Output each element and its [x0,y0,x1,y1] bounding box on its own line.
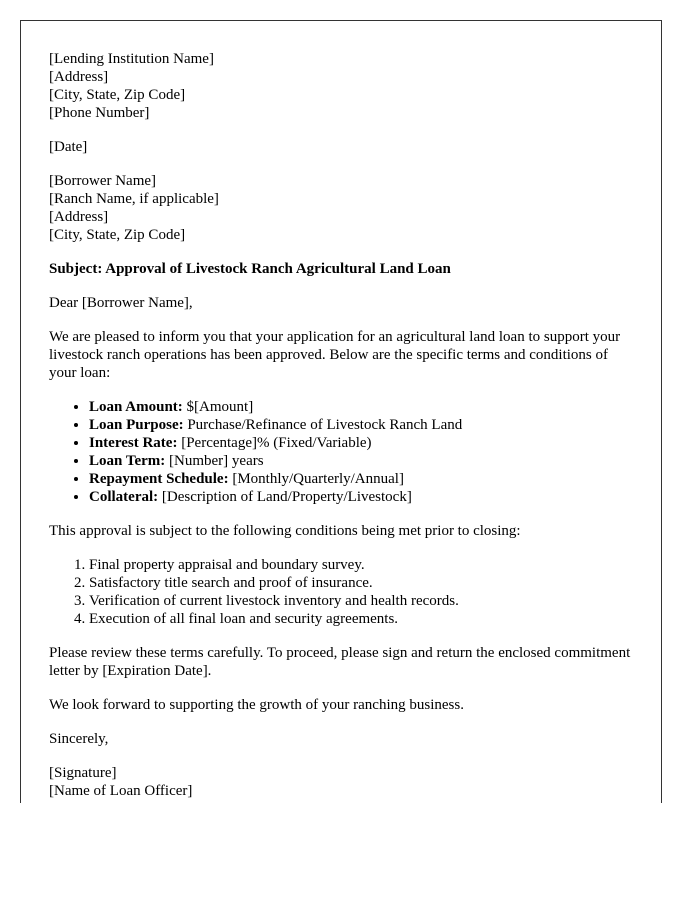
lender-phone: [Phone Number] [49,105,150,121]
sign-off: Sincerely, [49,731,109,747]
closing-note: We look forward to supporting the growth of your ranching business. [49,697,464,713]
signature-block [49,764,633,800]
term-value: [Monthly/Quarterly/Annual] [228,471,404,487]
term-item [89,452,633,470]
condition-item: 1. Final property appraisal and boundary survey. [89,556,633,574]
term-item [89,434,633,452]
lender-name: [Lending Institution Name] [49,51,214,67]
letter [20,20,662,803]
loan-terms-list [49,398,633,506]
term-value: [Percentage]% (Fixed/Variable) [177,435,372,451]
term-item [89,398,633,416]
borrower-address: [Address] [49,209,109,225]
loan-officer-name: [Name of Loan Officer] [49,783,193,799]
lender-city-state-zip: [City, State, Zip Code] [49,87,186,103]
conditions-intro: This approval is subject to the following conditions being met prior to closing: [49,523,521,539]
condition-item: 3. Verification of current livestock inventory and health records. [89,592,633,610]
term-item [89,470,633,488]
term-value: [Number] years [165,453,264,469]
ranch-name: [Ranch Name, if applicable] [49,191,219,207]
review-paragraph: Please review these terms carefully. To proceed, please sign and return the enclosed commitment letter by [Expiration Date]. [49,645,631,679]
conditions-list [49,556,633,628]
date: [Date] [49,139,88,155]
term-label: Loan Purpose: [89,417,184,433]
term-value: [Description of Land/Property/Livestock] [158,489,412,505]
term-label: Loan Amount: [89,399,183,415]
term-item [89,416,633,434]
term-item [89,488,633,506]
term-value: Purchase/Refinance of Livestock Ranch Land [183,417,463,433]
lender-block [49,50,633,122]
signature: [Signature] [49,765,117,781]
lender-address: [Address] [49,69,109,85]
intro-paragraph: We are pleased to inform you that your application for an agricultural land loan to support your livestock ranch operations has been approved. Below are the specific terms and conditions of your loan: [49,329,621,381]
borrower-block [49,172,633,244]
term-label: Interest Rate: [89,435,178,451]
term-label: Loan Term: [89,453,166,469]
subject-line: Subject: Approval of Livestock Ranch Agricultural Land Loan [49,261,451,277]
term-value: $[Amount] [182,399,254,415]
term-label: Repayment Schedule: [89,471,229,487]
borrower-city-state-zip: [City, State, Zip Code] [49,227,186,243]
term-label: Collateral: [89,489,159,505]
condition-item: 2. Satisfactory title search and proof of insurance. [89,574,633,592]
borrower-name: [Borrower Name] [49,173,157,189]
condition-item: 4. Execution of all final loan and security agreements. [89,610,633,628]
salutation: Dear [Borrower Name], [49,295,193,311]
